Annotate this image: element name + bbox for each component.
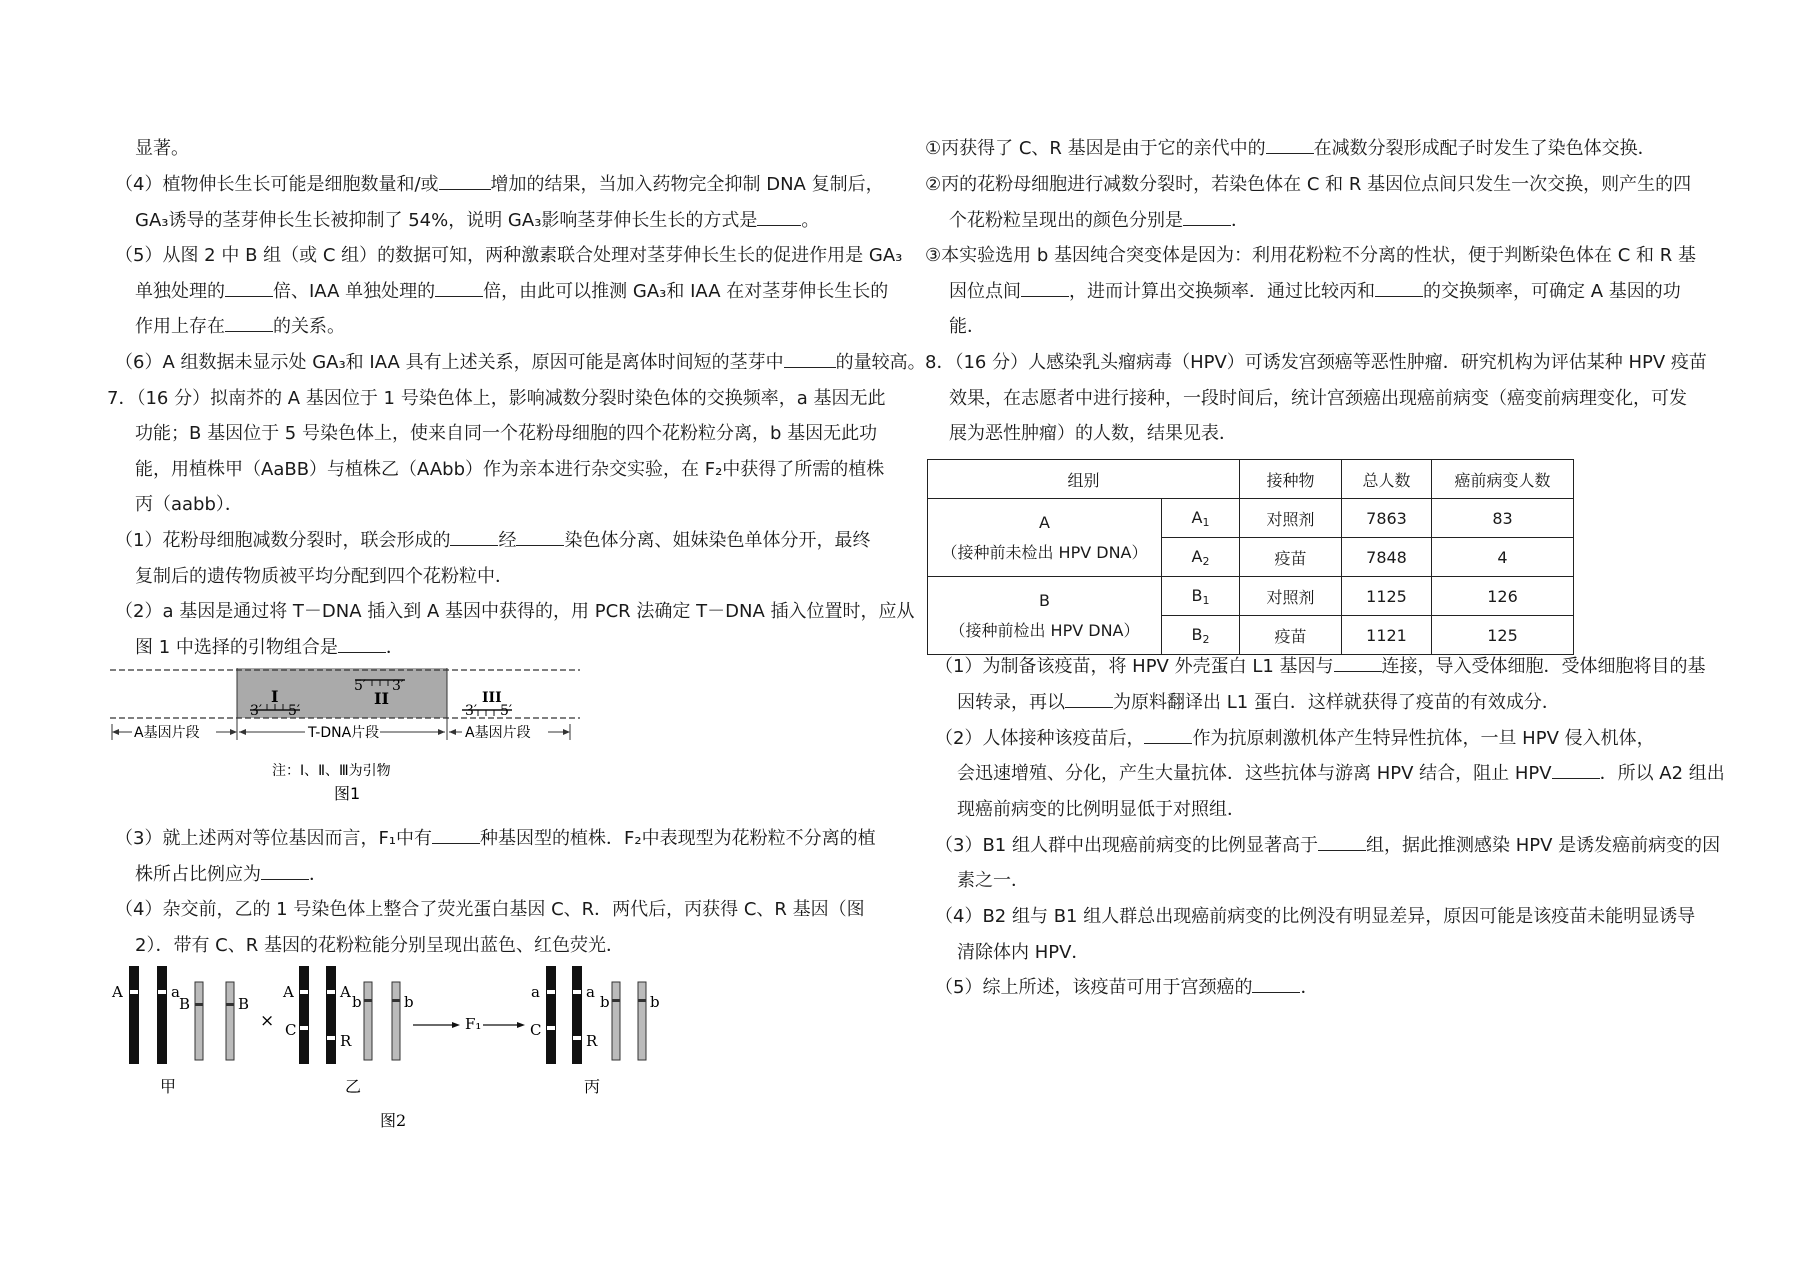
r2-line-1 (925, 174, 1691, 196)
chromosome-5 (226, 982, 234, 1060)
answer-blank[interactable] (225, 316, 273, 332)
table-header: 总人数 (1342, 460, 1432, 499)
text: 能，用植株甲（AaBB）与植株乙（AAbb）作为亲本进行杂交实验，在 F₂中获得了所需的植株 (135, 459, 885, 480)
arrow-head (449, 729, 456, 735)
gene-label: B (179, 995, 191, 1013)
chromosome-5 (638, 982, 646, 1060)
answer-blank[interactable] (1334, 656, 1382, 672)
subgroup-cell (1162, 499, 1240, 538)
answer-blank[interactable] (338, 637, 386, 653)
primer-1-label: I (271, 687, 279, 706)
group-label: A (1039, 512, 1050, 532)
q7-4-line-1 (115, 899, 865, 921)
answer-blank[interactable] (225, 281, 273, 297)
q6-line (115, 352, 926, 374)
primer-3-5end: 5′ (500, 703, 513, 719)
text: 的量较高。 (835, 352, 926, 373)
r1-line (925, 138, 1656, 160)
text: 组，据此推测感染 HPV 是诱发癌前病变的因 (1365, 835, 1721, 856)
q8-line-3 (949, 423, 1237, 445)
subgroup-label: B (1191, 585, 1203, 605)
text: 8．（16 分）人感染乳头瘤病毒（HPV）可诱发宫颈癌等恶性肿瘤．研究机构为评估某种 HPV 疫苗 (925, 352, 1707, 373)
gene-locus (573, 990, 581, 994)
text: 能． (949, 316, 985, 337)
q8-2-line-2 (957, 763, 1725, 785)
q8-line-1 (925, 352, 1707, 374)
q7-2-line-1 (115, 601, 915, 623)
subgroup-index: 1 (1202, 515, 1210, 529)
answer-blank[interactable] (261, 864, 309, 880)
group-cell (928, 499, 1162, 577)
text: 倍，由此可以推测 GA₃和 IAA 在对茎芽伸长生长的 (483, 281, 889, 302)
chromosome-5 (364, 982, 372, 1060)
gene-label: A (283, 983, 294, 1001)
primer-1-3end: 3′ (250, 703, 263, 719)
text: GA₃诱导的茎芽伸长生长被抑制了 54%，说明 GA₃影响茎芽伸长生长的方式是 (135, 210, 758, 231)
text: 个花粉粒呈现出的颜色分别是 (949, 210, 1183, 231)
subgroup-index: 2 (1202, 632, 1210, 646)
text: 。 (801, 210, 820, 231)
table-header: 组别 (928, 460, 1240, 499)
table-row (928, 499, 1574, 538)
figure-1-caption: 图1 (334, 784, 361, 803)
table-cell: 83 (1432, 499, 1574, 538)
text: 因转录，再以 (957, 692, 1065, 713)
figure-1-note: 注：Ⅰ、Ⅱ、Ⅲ为引物 (272, 763, 391, 779)
gene-locus (573, 1036, 581, 1040)
text: 在减数分裂形成配子时发生了染色体交换． (1313, 138, 1656, 159)
chromosome-1 (572, 966, 582, 1064)
r2-line-2 (949, 210, 1249, 232)
answer-blank[interactable] (432, 828, 480, 844)
text: ，进而计算出交换频率．通过比较丙和 (1069, 281, 1375, 302)
arrow-head (517, 1022, 525, 1028)
gene-label: b (404, 993, 414, 1011)
text: ①丙获得了 C、R 基因是由于它的亲代中的 (925, 138, 1266, 159)
gene-label: b (600, 993, 610, 1011)
subgroup-index: 1 (1202, 593, 1210, 607)
q7-line-4 (135, 494, 243, 516)
chromosome-1 (326, 966, 336, 1064)
gene-locus (327, 990, 335, 994)
r3-line-1 (925, 245, 1696, 267)
text: 增加的结果，当加入药物完全抑制 DNA 复制后， (490, 174, 884, 195)
group-label: B (1039, 590, 1050, 610)
text: ． (385, 637, 404, 658)
text: 单独处理的 (135, 281, 225, 302)
text: 显著。 (135, 138, 189, 159)
text: 功能；B 基因位于 5 号染色体上，使来自同一个花粉母细胞的四个花粉粒分离，b 基因无此功 (135, 423, 878, 444)
table-cell: 对照剂 (1240, 499, 1342, 538)
answer-blank[interactable] (1266, 138, 1314, 154)
arrow-head (563, 729, 570, 735)
gene-label: a (531, 983, 540, 1001)
gene-locus (158, 990, 166, 994)
r3-line-3 (949, 316, 985, 338)
answer-blank[interactable] (1183, 210, 1231, 226)
label-bing: 丙 (584, 1077, 601, 1096)
q8-4-line-2 (957, 942, 1089, 964)
text: 清除体内 HPV． (957, 942, 1090, 963)
text: 染色体分离、姐妹染色单体分开，最终 (564, 530, 871, 551)
table-cell: 1125 (1342, 577, 1432, 616)
table-header: 接种物 (1240, 460, 1342, 499)
q7-1-line-1 (115, 530, 870, 552)
answer-blank[interactable] (1375, 281, 1423, 297)
text: 会迅速增殖、分化，产生大量抗体．这些抗体与游离 HPV 结合，阻止 HPV (957, 763, 1552, 784)
q8-2-line-1 (935, 728, 1655, 750)
gene-locus (327, 1036, 335, 1040)
q4-line-2 (135, 210, 819, 232)
text: 种基因型的植株．F₂中表现型为花粉粒不分离的植 (480, 828, 876, 849)
text-line (135, 138, 189, 160)
arrow-head (112, 729, 119, 735)
table-cell: 125 (1432, 616, 1574, 655)
q7-2-line-2 (135, 637, 404, 659)
table-cell: 1121 (1342, 616, 1432, 655)
label-a-fragment-2: A基因片段 (465, 725, 531, 741)
subgroup-cell (1162, 577, 1240, 616)
text: 作用上存在 (135, 316, 225, 337)
group-note: （接种前检出 HPV DNA） (949, 620, 1140, 640)
text: （1）为制备该疫苗，将 HPV 外壳蛋白 L1 基因与 (935, 656, 1334, 677)
q8-1-line-1 (935, 656, 1706, 678)
answer-blank[interactable] (1252, 977, 1300, 993)
answer-blank[interactable] (1318, 835, 1366, 851)
primer-2-label: II (374, 689, 389, 708)
text: 的关系。 (273, 316, 345, 337)
gene-label: B (238, 995, 250, 1013)
text: （4）植物伸长生长可能是细胞数量和/或 (115, 174, 439, 195)
subgroup-cell (1162, 538, 1240, 577)
chromosome-1 (546, 966, 556, 1064)
text: 为原料翻译出 L1 蛋白．这样就获得了疫苗的有效成分． (1113, 692, 1560, 713)
text: 效果，在志愿者中进行接种，一段时间后，统计宫颈癌出现癌前病变（癌变前病理变化，可发 (949, 388, 1687, 409)
text: ． (1300, 977, 1319, 998)
q7-4-line-2 (135, 935, 624, 957)
gene-label: a (586, 983, 595, 1001)
answer-blank[interactable] (439, 174, 491, 190)
text: （4）杂交前，乙的 1 号染色体上整合了荧光蛋白基因 C、R．两代后，丙获得 C、R 基因（图 (115, 899, 865, 920)
primer-2-3end: 3′ (392, 678, 405, 694)
gene-locus (547, 990, 555, 994)
gene-locus (226, 1003, 234, 1006)
arrow-head (438, 729, 445, 735)
gene-locus (638, 999, 646, 1002)
group-cell (928, 577, 1162, 655)
gene-label: A (112, 983, 123, 1001)
answer-blank[interactable] (757, 210, 801, 226)
gene-locus (612, 999, 620, 1002)
label-tdna-fragment: T-DNA片段 (308, 725, 380, 741)
text: 图 1 中选择的引物组合是 (135, 637, 338, 658)
primer-3-label: III (482, 690, 502, 706)
gene-locus (195, 1003, 203, 1006)
subgroup-index: 2 (1202, 554, 1210, 568)
chromosome-1 (299, 966, 309, 1064)
figure-2 (110, 966, 670, 1140)
gene-label: R (586, 1032, 598, 1050)
answer-blank[interactable] (450, 530, 498, 546)
primer-3-3end: 3′ (465, 703, 478, 719)
table-row (928, 577, 1574, 616)
text: 丙（aabb）． (135, 494, 243, 515)
text: 2）．带有 C、R 基因的花粉粒能分别呈现出蓝色、红色荧光． (135, 935, 624, 956)
text: （6）A 组数据未显示处 GA₃和 IAA 具有上述关系，原因可能是离体时间短的茎芽中 (115, 352, 784, 373)
gene-locus (300, 990, 308, 994)
label-jia: 甲 (160, 1077, 177, 1096)
q7-line-3 (135, 459, 884, 481)
figure-1 (110, 668, 580, 818)
gene-label: b (650, 993, 660, 1011)
text: （1）花粉母细胞减数分裂时，联会形成的 (115, 530, 451, 551)
primer-1-5end: 5′ (288, 703, 301, 719)
r3-line-2 (949, 281, 1681, 303)
answer-blank[interactable] (1021, 281, 1069, 297)
chromosome-5 (195, 982, 203, 1060)
text: 经 (498, 530, 517, 551)
table-cell: 7863 (1342, 499, 1432, 538)
subgroup-label: A (1191, 546, 1203, 566)
table-cell: 4 (1432, 538, 1574, 577)
figure-1-svg (110, 668, 580, 818)
text: ． (1231, 210, 1249, 231)
figure-2-svg (110, 966, 670, 1140)
table-cell: 7848 (1342, 538, 1432, 577)
gene-locus (300, 1026, 308, 1030)
table-cell: 疫苗 (1240, 616, 1342, 655)
q7-3-line-1 (115, 828, 876, 850)
q8-3-line-2 (957, 870, 1029, 892)
table-cell: 对照剂 (1240, 577, 1342, 616)
text: 连接，导入受体细胞．受体细胞将目的基 (1381, 656, 1706, 677)
arrow-head (230, 729, 237, 735)
text: 素之一． (957, 870, 1029, 891)
q7-line-1 (107, 388, 885, 410)
gene-label: C (285, 1021, 297, 1039)
text: ． (309, 864, 327, 885)
text: 的交换频率，可确定 A 基因的功 (1423, 281, 1681, 302)
gene-label: C (530, 1021, 542, 1039)
primer-2-5end: 5′ (354, 678, 367, 694)
text: 展为恶性肿瘤）的人数，结果见表． (949, 423, 1237, 444)
q5-line-1 (115, 245, 902, 267)
text: （2）人体接种该疫苗后， (935, 728, 1145, 749)
text: （4）B2 组与 B1 组人群总出现癌前病变的比例没有明显差异，原因可能是该疫苗未能明显诱导 (935, 906, 1696, 927)
answer-blank[interactable] (435, 281, 483, 297)
gene-label: R (340, 1032, 352, 1050)
chromosome-1 (157, 966, 167, 1064)
q8-5-line (935, 977, 1318, 999)
text: （2）a 基因是通过将 T－DNA 插入到 A 基因中获得的，用 PCR 法确定 T－DNA 插入位置时，应从 (115, 601, 915, 622)
text: 7．（16 分）拟南芥的 A 基因位于 1 号染色体上，影响减数分裂时染色体的交换频率，a 基因无此 (107, 388, 886, 409)
table-header-row (928, 460, 1574, 499)
label-f1: F₁ (465, 1015, 482, 1033)
cross-symbol: × (260, 1011, 275, 1031)
answer-blank[interactable] (516, 530, 564, 546)
q7-1-line-2 (135, 566, 513, 588)
q5-line-3 (135, 316, 345, 338)
gene-locus (547, 1026, 555, 1030)
text: （5）综上所述，该疫苗可用于宫颈癌的 (935, 977, 1253, 998)
q8-line-2 (949, 388, 1687, 410)
table-cell: 疫苗 (1240, 538, 1342, 577)
subgroup-cell (1162, 616, 1240, 655)
figure-2-caption: 图2 (380, 1111, 407, 1130)
gene-label: a (171, 983, 180, 1001)
text: （3）B1 组人群中出现癌前病变的比例显著高于 (935, 835, 1318, 856)
text: ③本实验选用 b 基因纯合突变体是因为：利用花粉粒不分离的性状，便于判断染色体在 C 和 R 基 (925, 245, 1696, 266)
answer-blank[interactable] (784, 352, 836, 368)
chromosome-5 (392, 982, 400, 1060)
gene-locus (130, 990, 138, 994)
answer-blank[interactable] (1552, 763, 1600, 779)
q8-4-line-1 (935, 906, 1695, 928)
answer-blank[interactable] (1144, 728, 1192, 744)
gene-locus (392, 999, 400, 1002)
chromosome-1 (129, 966, 139, 1064)
q7-3-line-2 (135, 864, 327, 886)
text: 因位点间 (949, 281, 1021, 302)
subgroup-label: A (1191, 507, 1203, 527)
text: （3）就上述两对等位基因而言，F₁中有 (115, 828, 433, 849)
gene-locus (364, 999, 372, 1002)
text: 株所占比例应为 (135, 864, 261, 885)
text: ②丙的花粉母细胞进行减数分裂时，若染色体在 C 和 R 基因位点间只发生一次交换，则产生的四 (925, 174, 1692, 195)
q5-line-2 (135, 281, 888, 303)
gene-label: A (340, 983, 351, 1001)
table-header: 癌前病变人数 (1432, 460, 1574, 499)
group-note: （接种前未检出 HPV DNA） (941, 542, 1148, 562)
text: 倍、IAA 单独处理的 (273, 281, 436, 302)
text: ．所以 A2 组出 (1599, 763, 1725, 784)
gene-label: b (352, 993, 362, 1011)
subgroup-label: B (1191, 624, 1203, 644)
chromosome-5 (612, 982, 620, 1060)
text: （5）从图 2 中 B 组（或 C 组）的数据可知，两种激素联合处理对茎芽伸长生长的促进作用是 GA₃ (115, 245, 903, 266)
answer-blank[interactable] (1065, 692, 1113, 708)
table-cell: 126 (1432, 577, 1574, 616)
q8-1-line-2 (957, 692, 1560, 714)
text: 复制后的遗传物质被平均分配到四个花粉粒中． (135, 566, 513, 587)
text: 作为抗原刺激机体产生特异性抗体，一旦 HPV 侵入机体， (1192, 728, 1655, 749)
q4-line-1 (115, 174, 884, 196)
label-yi: 乙 (345, 1077, 362, 1096)
text: 现癌前病变的比例明显低于对照组． (957, 799, 1245, 820)
q8-2-line-3 (957, 799, 1245, 821)
arrow-head (452, 1022, 460, 1028)
label-a-fragment-1: A基因片段 (134, 725, 200, 741)
q7-line-2 (135, 423, 877, 445)
hpv-results-table (927, 459, 1574, 655)
arrow-head (239, 729, 246, 735)
q8-3-line-1 (935, 835, 1720, 857)
